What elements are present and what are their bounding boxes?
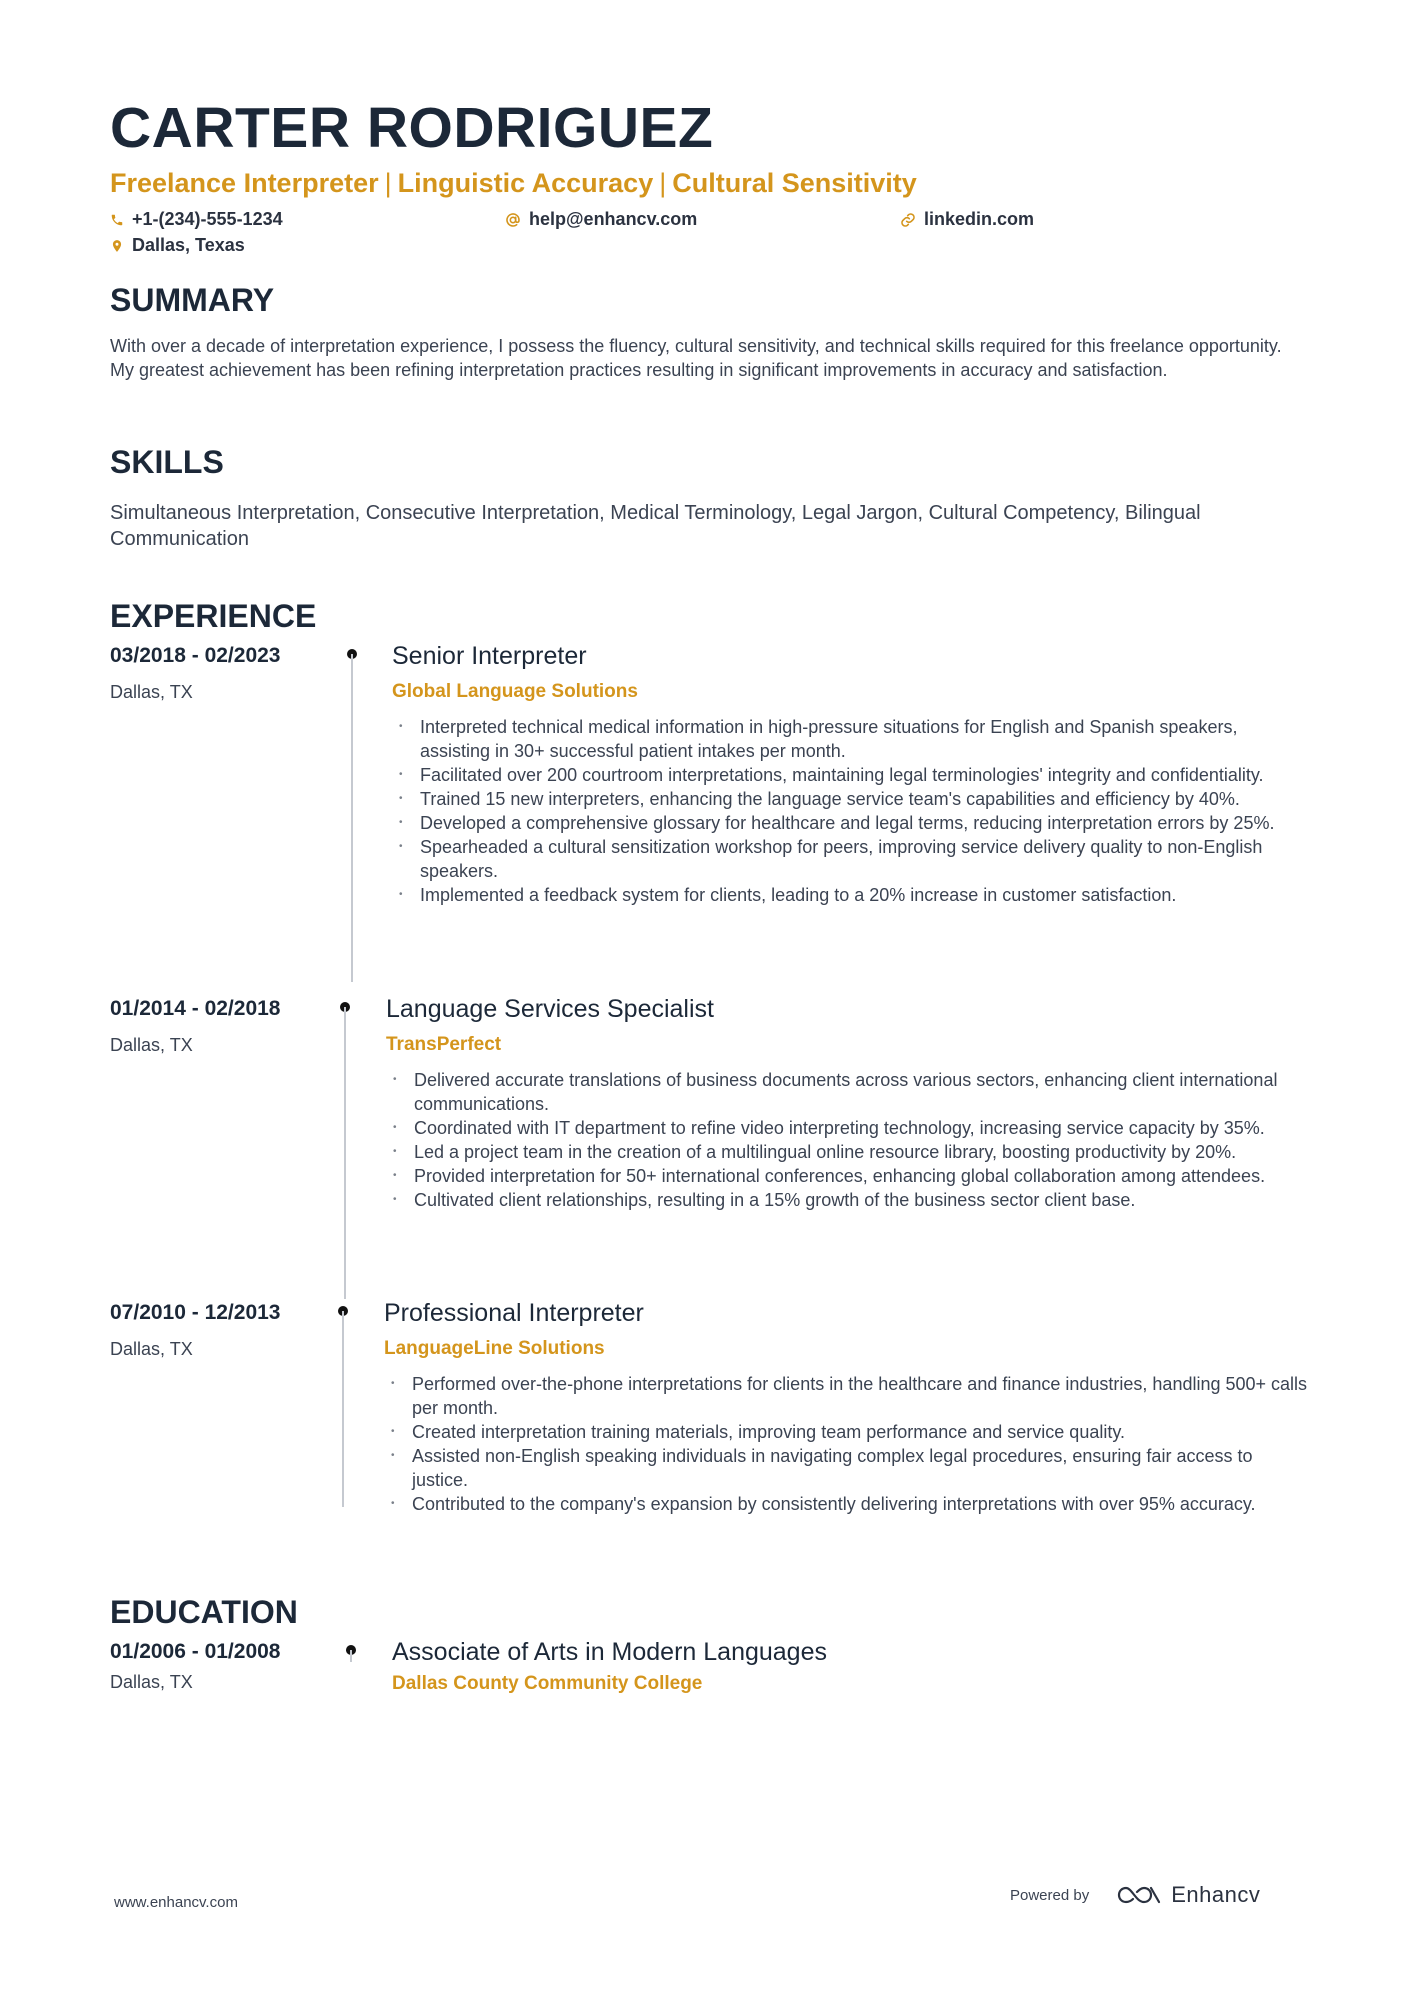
at-icon [505,212,521,228]
location-pin-icon [110,238,124,254]
linkedin-contact[interactable] [900,209,1034,230]
timeline-line [342,1311,344,1507]
education-section [110,1594,1310,1694]
entry-location: Dallas, TX [110,1035,193,1055]
entry-role: Senior Interpreter [392,642,587,670]
location-contact [110,235,245,256]
bullet-item: • Trained 15 new interpreters, enhancing the language service team's capabilities and efficiency by 40%. [392,787,1312,811]
bullet-item: • Led a project team in the creation of a multilingual online resource library, boosting productivity by 20%. [386,1140,1312,1164]
bullet-item: • Coordinated with IT department to refine video interpreting technology, increasing service capacity by 35%. [386,1116,1312,1140]
timeline-line [351,654,353,982]
section-title: SUMMARY [110,282,275,318]
bullet-item: • Performed over-the-phone interpretations for clients in the healthcare and finance industries, handling 500+ calls per month. [384,1372,1312,1420]
bullet-item: • Delivered accurate translations of business documents across various sectors, enhancing client international communications. [386,1068,1312,1116]
bullet-item: • Contributed to the company's expansion by consistently delivering interpretations with over 95% accuracy. [384,1492,1312,1516]
entry-role: Language Services Specialist [386,995,714,1023]
bullet-item: • Developed a comprehensive glossary for healthcare and legal terms, reducing interpretation errors by 25%. [392,811,1312,835]
email-contact[interactable] [505,209,900,230]
summary-text: With over a decade of interpretation experience, I possess the fluency, cultural sensitivity, and technical skills required for this freelance opportunity. My greatest achievement has been refining interpretation practices resulting in significant improvements in accuracy and satisfaction. [110,336,1282,380]
entry-role: Professional Interpreter [384,1299,644,1327]
timeline-line [350,1650,352,1662]
section-title: SKILLS [110,444,224,480]
experience-section [110,598,1310,1514]
headline-part: Freelance Interpreter [110,168,379,198]
entry-location: Dallas, TX [110,1339,193,1359]
entry-date: 01/2006 - 01/2008 [110,1640,281,1663]
entry-bullets [386,1068,1312,1212]
headline-part: Cultural Sensitivity [672,168,917,198]
bullet-item: • Assisted non-English speaking individuals in navigating complex legal procedures, ensuring fair access to justice. [384,1444,1312,1492]
bullet-item: • Implemented a feedback system for clients, leading to a 20% increase in customer satisfaction. [392,883,1312,907]
candidate-name: CARTER RODRIGUEZ [110,96,714,160]
email-text: help@enhancv.com [529,209,698,230]
entry-location: Dallas, TX [110,1672,193,1692]
skills-section [110,446,1310,552]
bullet-item: • Cultivated client relationships, resulting in a 15% growth of the business sector client base. [386,1188,1312,1212]
entry-company: TransPerfect [386,1034,502,1055]
contact-info [110,207,1310,259]
headline-part: Linguistic Accuracy [397,168,654,198]
entry-date: 01/2014 - 02/2018 [110,997,281,1020]
skills-text: Simultaneous Interpretation, Consecutive Interpretation, Medical Terminology, Legal Jargon, Cultural Competency, Bilingual Communication [110,502,1201,550]
phone-text: +1-(234)-555-1234 [132,209,283,230]
headline-separator: | [659,168,667,198]
resume-page [110,96,1310,1694]
powered-by-text: Powered by [1010,1886,1090,1904]
headline [110,169,1310,199]
entry-school: Dallas County Community College [392,1673,703,1694]
entry-degree: Associate of Arts in Modern Languages [392,1638,827,1666]
entry-company: LanguageLine Solutions [384,1338,605,1359]
bullet-item: • Spearheaded a cultural sensitization workshop for peers, improving service delivery quality to non-English speakers. [392,835,1312,883]
footer-website[interactable]: www.enhancv.com [114,1894,238,1911]
bullet-item: • Facilitated over 200 courtroom interpretations, maintaining legal terminologies' integrity and confidentiality. [392,763,1312,787]
section-title: EXPERIENCE [110,598,317,634]
section-title: EDUCATION [110,1594,298,1630]
bullet-item: • Provided interpretation for 50+ international conferences, enhancing global collaboration among attendees. [386,1164,1312,1188]
summary-section [110,284,1310,382]
entry-bullets [384,1372,1312,1516]
phone-contact[interactable] [110,209,505,230]
phone-icon [110,213,124,227]
entry-bullets [392,715,1312,907]
headline-separator: | [384,168,392,198]
bullet-item: • Interpreted technical medical information in high-pressure situations for English and Spanish speakers, assisting in 30+ successful patient intakes per month. [392,715,1312,763]
bullet-item: • Created interpretation training materials, improving team performance and service quality. [384,1420,1312,1444]
entry-date: 03/2018 - 02/2023 [110,644,281,667]
location-text: Dallas, Texas [132,235,245,256]
entry-company: Global Language Solutions [392,681,638,702]
enhancv-logo-icon [1115,1882,1163,1908]
entry-location: Dallas, TX [110,682,193,702]
linkedin-text: linkedin.com [924,209,1035,230]
footer-branding [1010,1882,1260,1908]
timeline-line [344,1007,346,1299]
entry-date: 07/2010 - 12/2013 [110,1301,281,1324]
link-icon [900,212,916,228]
brand-name: Enhancv [1171,1882,1261,1907]
